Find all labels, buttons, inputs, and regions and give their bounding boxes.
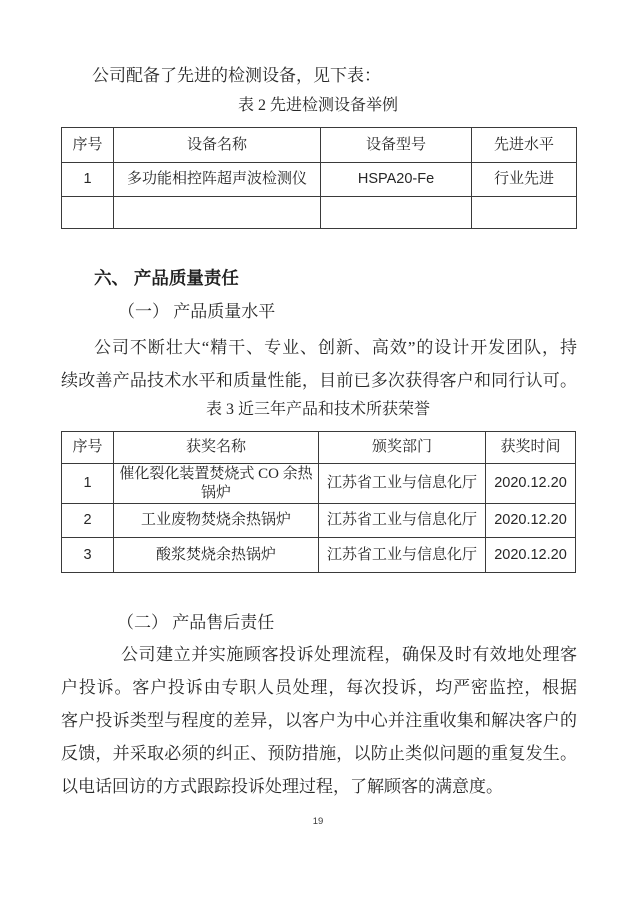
table-cell: 2020.12.20 [486,464,576,504]
table-row [62,538,576,573]
table-cell: 江苏省工业与信息化厅 [319,504,486,538]
col-header: 序号 [62,128,114,163]
table-cell: 2020.12.20 [486,504,576,538]
table-cell [114,197,321,229]
table-cell: 多功能相控阵超声波检测仪 [114,163,321,197]
table-cell: 1 [62,464,114,504]
quality-paragraph [61,331,577,397]
awards-table [61,431,576,573]
table3-caption: 表 3 近三年产品和技术所获荣誉 [205,401,430,418]
table2-caption: 表 2 先进检测设备举例 [237,97,398,114]
table-cell [472,197,577,229]
col-header: 设备型号 [321,128,472,163]
paragraph-line: 反馈，并采取必须的纠正、预防措施，以防止类似问题的重复发生。 [61,744,577,763]
paragraph-line: 公司不断壮大“精干、专业、创新、高效”的设计开发团队，持 [94,338,577,357]
table-cell: 江苏省工业与信息化厅 [319,538,486,573]
subsection-heading-2: （二） 产品售后责任 [117,613,275,632]
table-cell: 3 [62,538,114,573]
table-row [62,464,576,504]
col-header: 颁奖部门 [319,432,486,464]
table-cell: 工业废物焚烧余热锅炉 [114,504,319,538]
table-cell: 2 [62,504,114,538]
subsection-heading-1: （一） 产品质量水平 [118,302,276,321]
col-header: 先进水平 [472,128,577,163]
table-cell: 催化裂化装置焚烧式 CO 余热锅炉 [114,464,319,504]
table-cell: 1 [62,163,114,197]
table-cell [62,197,114,229]
aftersales-paragraph [61,638,577,803]
page-number: 19 [312,816,324,827]
intro-paragraph: 公司配备了先进的检测设备，见下表： [92,66,381,85]
paragraph-line: 户投诉。客户投诉由专职人员处理，每次投诉，均严密监控，根据 [61,678,577,697]
table-cell: HSPA20-Fe [321,163,472,197]
paragraph-line: 公司建立并实施顾客投诉处理流程，确保及时有效地处理客 [121,645,577,664]
table-cell: 行业先进 [472,163,577,197]
table-cell: 江苏省工业与信息化厅 [319,464,486,504]
paragraph-line: 客户投诉类型与程度的差异，以客户为中心并注重收集和解决客户的 [61,711,577,730]
table-row-empty [62,197,577,229]
col-header: 获奖时间 [486,432,576,464]
col-header: 设备名称 [114,128,321,163]
col-header: 获奖名称 [114,432,319,464]
paragraph-line: 续改善产品技术水平和质量性能，目前已多次获得客户和同行认可。 [61,371,577,390]
col-header: 序号 [62,432,114,464]
paragraph-line: 以电话回访的方式跟踪投诉处理过程，了解顾客的满意度。 [61,777,503,796]
section-heading: 六、 产品质量责任 [94,268,239,288]
table-cell [321,197,472,229]
table-row [62,504,576,538]
table-header-row [62,432,576,464]
table-cell: 酸浆焚烧余热锅炉 [114,538,319,573]
table-header-row [62,128,577,163]
table-cell: 2020.12.20 [486,538,576,573]
table-row [62,163,577,197]
equipment-table [61,127,577,229]
